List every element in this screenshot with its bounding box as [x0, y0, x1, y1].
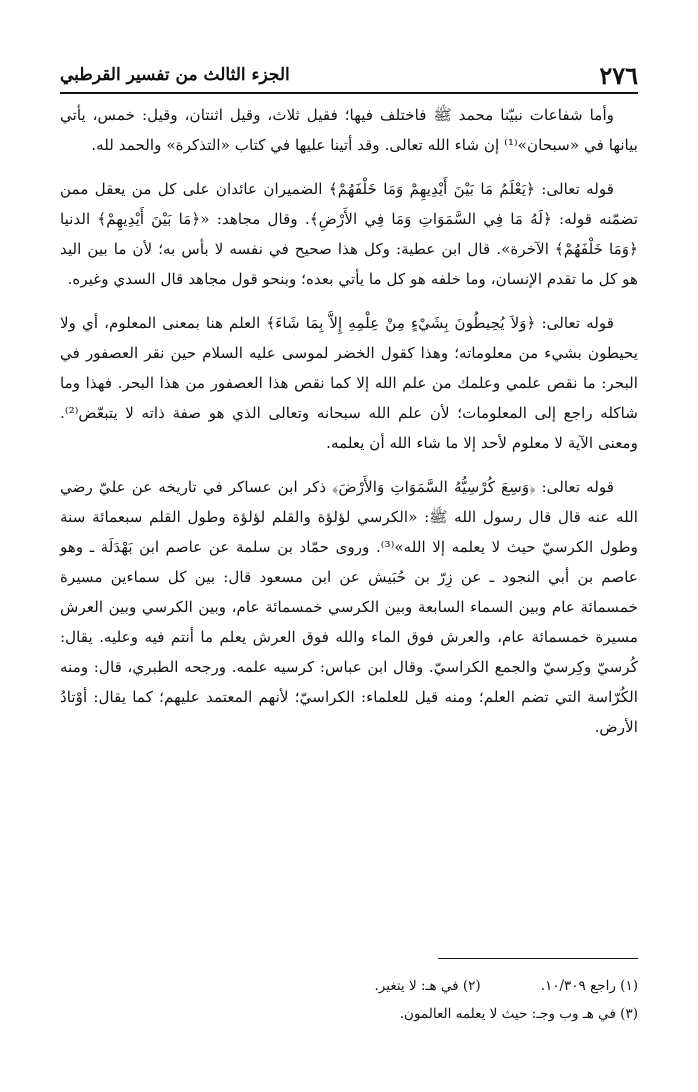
page-header: [60, 58, 638, 94]
footnote-separator: [438, 958, 638, 959]
footnote-3: (٣) في هـ وب وجـ: حيث لا يعلمه العالمون.: [399, 1006, 638, 1022]
paragraph-la-yuhituna: قوله تعالى: ﴿وَلاَ يُحِيطُونَ بِشَيْءٍ مِنْ عِلْمِهِ إِلاَّ بِمَا شَاءَ﴾ العلم هنا بمعنى المعلوم، أي ولا يحيطون بشيء من معلوماته؛ وهذا كقول الخضر لموسى عليه السلام حين نقر العصفور في البحر: ما نقص علمي وعلمك من علم الله إلا كما نقص هذا العصفور من هذا البحر. فهذا وما شاكله راجع إلى المعلومات؛ لأن علم الله سبحانه وتعالى الذي هو صفة ذاته لا يتبعّض⁽²⁾. ومعنى الآية لا معلوم لأحد إلا ما شاء الله أن يعلمه.: [60, 314, 638, 452]
footnote-1: (١) راجع ١٠/٣٠٩.: [540, 978, 638, 994]
paragraph-kursiyyuhu: قوله تعالى: ﴿وَسِعَ كُرْسِيُّهُ السَّمَوَاتِ وَالأَرْضَ﴾ ذكر ابن عساكر في تاريخه عن عليّ رضي الله عنه قال قال رسول الله ﷺ: «الكرسي لؤلؤة والقلم لؤلؤة وطول القلم سبعمائة سنة وطول الكرسيّ حيث لا يعلمه إلا الله»⁽³⁾. وروى حمّاد بن سلمة عن عاصم ابن بَهْدَلَة ـ وهو عاصم بن أبي النجود ـ عن زِرّ بن حُبَيش عن ابن مسعود قال: بين كل سماءين مسيرة خمسمائة عام وبين السماء السابعة وبين الكرسي خمسمائة عام، وبين الكرسي وبين العرش مسيرة خمسمائة عام، والعرش فوق الماء والله فوق العرش يعلم ما أنتم فيه وعليه. يقال: كُرسيّ وكِرسيّ والجمع الكراسيّ. وقال ابن عباس: كرسيه علمه. ورجحه الطبري، قال: ومنه الكُرّاسة التي تضم العلم؛ ومنه قيل للعلماء: الكراسيّ؛ لأنهم المعتمد عليهم؛ كما يقال: أوْتادُ الأرض.: [60, 478, 638, 736]
paragraph-shafaat: وأما شفاعات نبيّنا محمد ﷺ فاختلف فيها؛ فقيل ثلاث، وقيل اثنتان، وقيل: خمس، يأتي بيانها في «سبحان»⁽¹⁾ إن شاء الله تعالى. وقد أتينا عليها في كتاب «التذكرة» والحمد لله.: [60, 106, 638, 154]
page-number: ٢٧٦: [599, 60, 638, 90]
page-body: [60, 100, 638, 756]
footnote-2: (٢) في هـ: لا يتغير.: [374, 978, 481, 994]
footnotes: [60, 972, 638, 1028]
paragraph-ma-bayna-aydihim: قوله تعالى: ﴿يَعْلَمُ مَا بَيْنَ أَيْدِيهِمْ وَمَا خَلْفَهُمْ﴾ الضميران عائدان على كل من يعقل ممن تضمّنه قوله: ﴿لَهُ مَا فِي السَّمَوَاتِ وَمَا فِي الأَرْضِ﴾. وقال مجاهد: «﴿مَا بَيْنَ أَيْدِيهِمْ﴾ الدنيا ﴿وَمَا خَلْفَهُمْ﴾ الآخرة». قال ابن عطية: وكل هذا صحيح في نفسه لا بأس به؛ لأن ما بين اليد هو كل ما تقدم الإنسان، وما خلفه هو كل ما يأتي بعده؛ وبنحو قول مجاهد قال السدي وغيره.: [60, 180, 638, 288]
running-title: الجزء الثالث من تفسير القرطبي: [60, 65, 290, 85]
